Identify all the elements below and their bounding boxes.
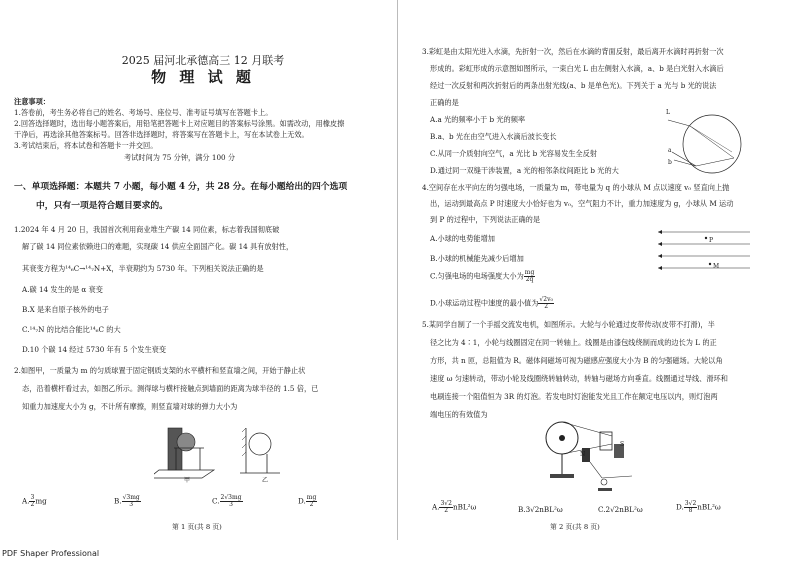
- note-line: 2.回答选择题时，选出每小题答案后，用铅笔把答题卡上对应题目的答案标号涂黑。如需改动，用橡皮擦: [14, 119, 345, 128]
- q4-field-figure: [656, 226, 752, 282]
- q4-option-b: B.小球的机械能先减少后增加: [430, 254, 524, 263]
- page-2: [402, 0, 782, 540]
- q1-text: 其衰变方程为¹⁴₆C→¹⁴₇N+X，半衰期约为 5730 年。下列相关说法正确的是: [22, 264, 264, 273]
- q3-text: 正确的是: [430, 98, 459, 107]
- q1-option-a: A.碳 14 发生的是 α 衰变: [22, 285, 103, 294]
- fig-label-a: a: [668, 147, 672, 154]
- notes-heading: 注意事项：: [14, 97, 50, 106]
- fig-label-N: N: [580, 451, 586, 458]
- q1-option-c: C.¹⁴₇N 的比结合能比¹⁴₆C 的大: [22, 325, 121, 334]
- fig-label-yi: 乙: [262, 477, 269, 484]
- q5-text: 端电压的有效值为: [430, 410, 488, 419]
- q2-text: 知重力加速度大小为 g，不计所有摩擦，则竖直墙对球的弹力大小为: [22, 402, 238, 411]
- q3-text: 3.彩虹是由太阳光进入水滴，先折射一次，然后在水滴的背面反射，最后离开水滴时再折射一次: [422, 47, 724, 56]
- q2-figure: [154, 418, 294, 482]
- q5-text: 5.某同学自制了一个手摇交流发电机，如图所示。大轮与小轮通过皮带传动(皮带不打滑)，半: [422, 320, 715, 329]
- q2-option-c: C. $\frac{2√3mg}{3}$: [212, 494, 242, 508]
- q5-text: 电刷连接一个阻值恒为 3R 的灯泡。若发电时灯泡能发光且工作在额定电压以内，则灯泡两: [430, 392, 718, 401]
- page-footer: 第 1 页(共 8 页): [172, 523, 222, 531]
- exam-info: 考试时间为 75 分钟，满分 100 分: [124, 153, 236, 162]
- q4-option-a: A.小球的电势能增加: [430, 234, 495, 243]
- q5-generator-figure: [542, 418, 642, 496]
- pdf-watermark: PDF Shaper Professional: [2, 549, 100, 558]
- fig-label-b: b: [668, 159, 672, 166]
- q1-option-d: D.10 个碳 14 经过 5730 年有 5 个发生衰变: [22, 345, 167, 354]
- q3-droplet-figure: [666, 108, 750, 178]
- q4-text: 到 P 的过程中，下列说法正确的是: [430, 215, 541, 224]
- q3-option-d: D.通过同一双缝干涉装置，a 光的相邻条纹间距比 b 光的大: [430, 166, 619, 175]
- fig-label-M: M: [713, 263, 720, 270]
- q2-option-d: D. $\frac{mg}{2}$: [298, 494, 317, 508]
- q5-option-a: A. $\frac{3√2}{2}$ nBL²ω: [432, 500, 477, 514]
- q3-option-c: C.从同一介质射向空气，a 光比 b 光容易发生全反射: [430, 149, 598, 158]
- q3-option-a: A.a 光的频率小于 b 光的频率: [430, 115, 526, 124]
- note-line: 1.答卷前，考生务必将自己的姓名、考场号、座位号、准考证号填写在答题卡上。: [14, 108, 273, 117]
- exam-title: 2025 届河北承德高三 12 月联考: [121, 54, 285, 67]
- q2-option-b: B. $\frac{√3mg}{3}$: [114, 494, 140, 508]
- q4-text: 出，运动到最高点 P 时速度大小恰好也为 v₀，空气阻力不计，重力加速度为 g，小球从 M 运动: [430, 199, 734, 208]
- q4-option-d: D.小球运动过程中速度的最小值为 $\frac{\text{√2v₀}}{2}$: [430, 296, 553, 310]
- fig-label-L: L: [666, 109, 670, 116]
- note-line: 干净后，再选涂其他答案标号。回答非选择题时，将答案写在答题卡上，写在本试卷上无效。: [14, 130, 309, 139]
- page-1: [14, 0, 392, 540]
- q5-text: 速度 ω 匀速转动，带动小轮及线圈绕转轴转动，转轴与磁场方向垂直。线圈通过导线、滑环和: [430, 374, 728, 383]
- section-heading: 一、单项选择题：本题共 7 小题，每小题 4 分，共 28 分。在每小题给出的四个选项: [14, 182, 348, 192]
- q1-text: 解了碳 14 同位素依赖进口的难题，实现碳 14 供应全面国产化。碳 14 具有放射性，: [22, 242, 294, 251]
- q5-option-d: D. $\frac{3√2}{8}$ nBL²ω: [676, 500, 721, 514]
- fig-label-P: P: [709, 237, 714, 244]
- q3-text: 经过一次反射和两次折射后的两条出射光线(a、b 是单色光)。下列关于 a 光与 b 光的说法: [430, 81, 717, 90]
- note-line: 3.考试结束后，将本试卷和答题卡一并交回。: [14, 141, 158, 150]
- page-footer: 第 2 页(共 8 页): [550, 523, 600, 531]
- fig-label-S: S: [620, 441, 625, 448]
- q5-text: 径之比为 4∶1，小轮与线圈固定在同一转轴上。线圈是由漆包线绕制而成的边长为 L 的正: [430, 338, 717, 347]
- q2-text: 态，沿着横杆看过去，如图乙所示。测得球与横杆接触点到墙面的距离为球半径的 1.5 倍，已: [22, 384, 319, 393]
- q1-text: 1.2024 年 4 月 20 日，我国首次利用商业堆生产碳 14 同位素，标志着我国彻底破: [14, 225, 280, 234]
- fig-label-jia: 甲: [184, 477, 191, 484]
- q5-text: 方形，共 n 匝，总阻值为 R。磁体间磁场可视为磁感应强度大小为 B 的匀强磁场。大轮以角: [430, 356, 723, 365]
- section-heading-cont: 中，只有一项是符合题目要求的。: [36, 201, 168, 211]
- q2-option-a: A. $\frac{3}{2}$ mg: [22, 494, 47, 508]
- q4-option-c: C.匀强电场的电场强度大小为 $\frac{mg}{2q}$: [430, 269, 535, 283]
- q3-option-b: B.a、b 光在由空气进入水滴后波长变长: [430, 132, 557, 141]
- q3-text: 形成的。彩虹形成的示意图如图所示，一束白光 L 由左侧射入水滴，a、b 是白光射入水滴后: [430, 64, 724, 73]
- q4-text: 4.空间存在水平向左的匀强电场，一质量为 m，带电量为 q 的小球从 M 点以速度 v₀ 竖直向上抛: [422, 183, 730, 192]
- q1-option-b: B.X 是来自原子核外的电子: [22, 305, 109, 314]
- page-divider: [397, 0, 398, 540]
- subject-title: 物 理 试 题: [151, 68, 255, 86]
- q5-option-b: B.3√2nBL²ω: [518, 505, 563, 514]
- q5-option-c: C.2√2nBL²ω: [598, 505, 643, 514]
- q2-text: 2.如图甲，一质量为 m 的匀质球置于固定钢质支架的水平横杆和竖直墙之间，开始于静止状: [14, 366, 306, 375]
